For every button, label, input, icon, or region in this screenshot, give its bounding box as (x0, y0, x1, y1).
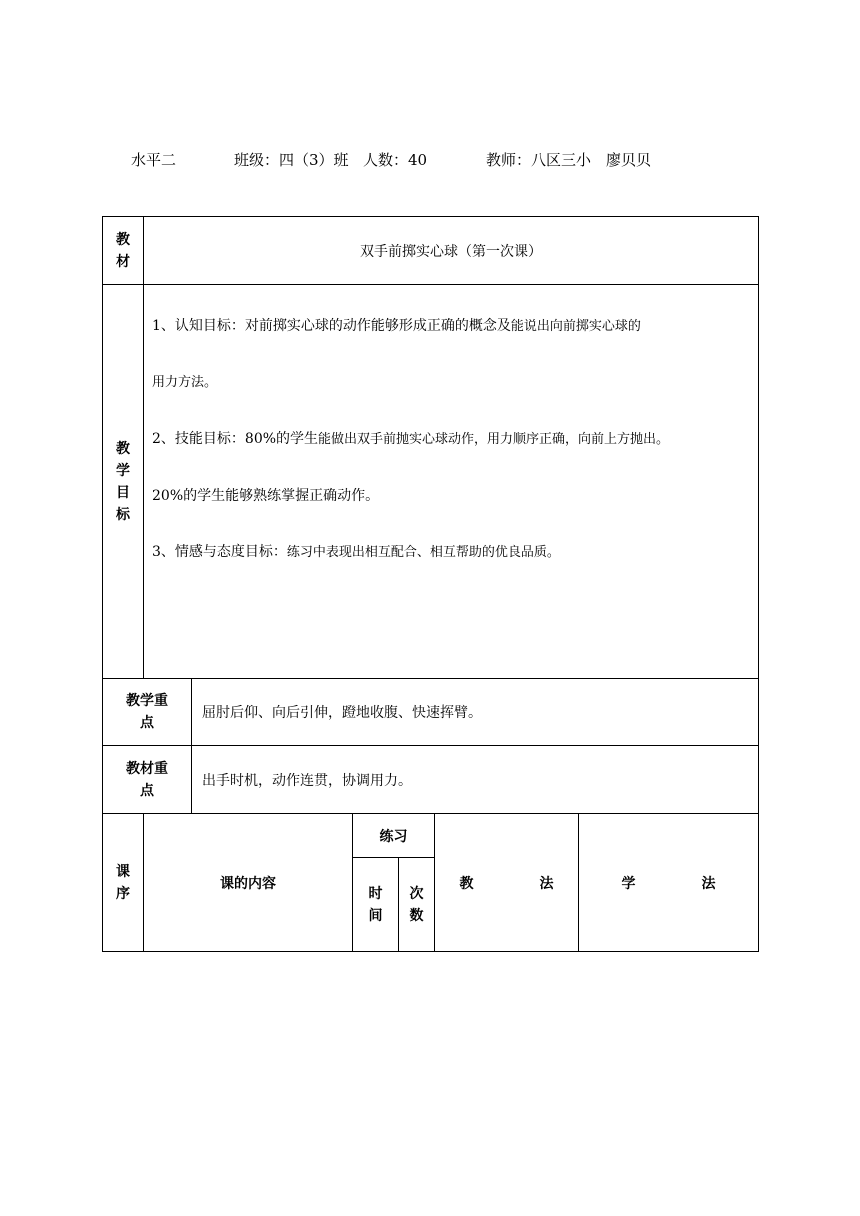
class-text: 班级：四（3）班 (234, 151, 349, 169)
goals-content (144, 285, 759, 679)
goal-affective: 3、情感与态度目标：练习中表现出相互配合、相互帮助的优良品质。 (152, 544, 560, 560)
key-material-label: 教材重 点 (103, 746, 192, 814)
times-header: 次 数 (399, 858, 435, 952)
key-material-row (103, 746, 759, 814)
goal-cognitive: 1、认知目标：对前掷实心球的动作能够形成正确的概念及能说出向前掷实心球的 (152, 318, 641, 334)
teach-method-header: 教 法 (435, 814, 579, 952)
key-material-value: 出手时机，动作连贯，协调用力。 (192, 746, 759, 814)
lesson-header (0, 149, 860, 173)
teacher-text: 教师：八区三小 廖贝贝 (486, 151, 652, 169)
order-header: 课 序 (103, 814, 144, 952)
level-text: 水平二 (131, 151, 177, 169)
key-teaching-label: 教学重 点 (103, 679, 192, 746)
goal-skill-cont: 20%的学生能够熟练掌握正确动作。 (152, 488, 380, 504)
content-header: 课的内容 (144, 814, 353, 952)
key-teaching-value: 屈肘后仰、向后引伸，蹬地收腹、快速挥臂。 (192, 679, 759, 746)
column-header-row-1 (103, 814, 759, 858)
material-row (103, 217, 759, 285)
practice-header: 练习 (353, 814, 435, 858)
lesson-plan-table (102, 216, 759, 952)
time-header: 时 间 (353, 858, 399, 952)
material-value: 双手前掷实心球（第一次课） (144, 217, 759, 285)
goals-row (103, 285, 759, 679)
student-count-text: 人数：40 (363, 151, 428, 169)
material-label: 教 材 (103, 217, 144, 285)
goals-label: 教 学 目 标 (103, 285, 144, 679)
key-teaching-row (103, 679, 759, 746)
goal-cognitive-cont: 用力方法。 (152, 375, 218, 390)
learn-method-header: 学 法 (579, 814, 759, 952)
goal-skill: 2、技能目标：80%的学生能做出双手前抛实心球动作，用力顺序正确，向前上方抛出。 (152, 431, 670, 447)
